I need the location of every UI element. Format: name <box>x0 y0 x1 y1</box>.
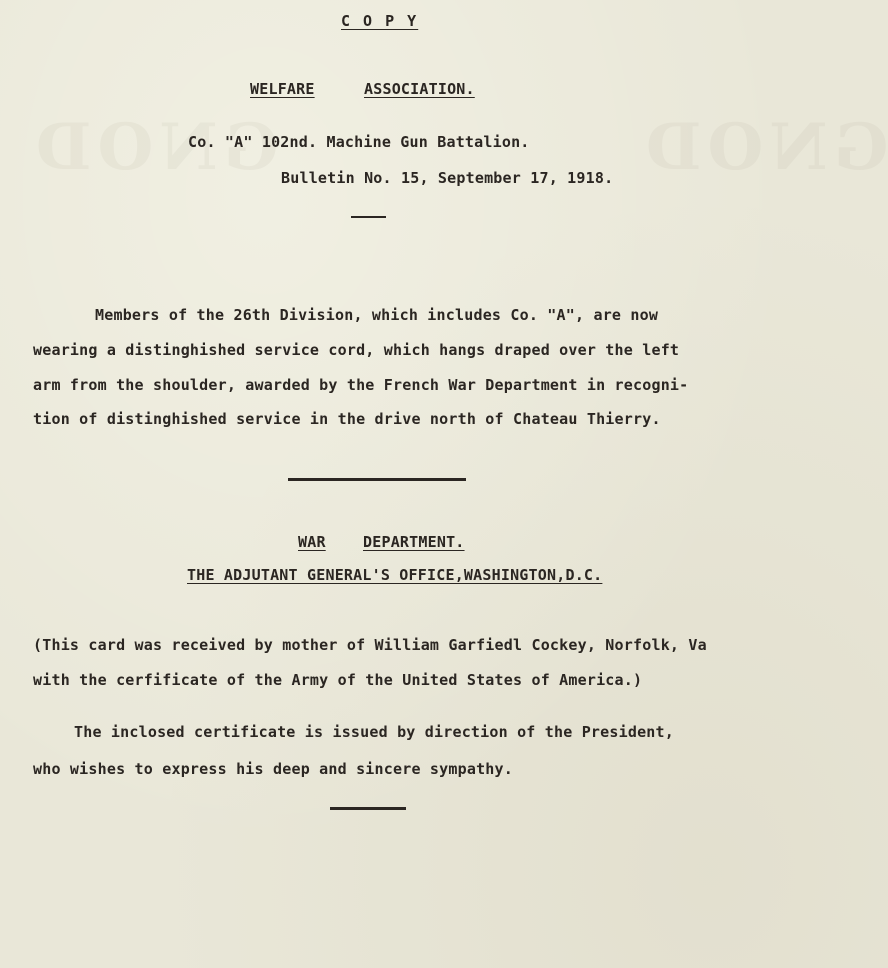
paragraph1-line1: Members of the 26th Division, which includes Co. "A", are now <box>95 306 659 324</box>
bulletin-line: Bulletin No. 15, September 17, 1918. <box>281 169 614 187</box>
short-divider-top <box>351 216 386 218</box>
paragraph1-line2: wearing a distinghished service cord, which hangs draped over the left <box>33 341 680 359</box>
paragraph2-line1: (This card was received by mother of William Garfiedl Cockey, Norfolk, Va <box>33 636 707 654</box>
watermark-left: GNOD <box>30 110 279 185</box>
association-title-welfare: WELFARE <box>250 80 315 98</box>
war-department-department: DEPARTMENT. <box>363 533 465 551</box>
paragraph1-line3: arm from the shoulder, awarded by the French War Department in recogni- <box>33 376 689 394</box>
company-line: Co. "A" 102nd. Machine Gun Battalion. <box>188 133 530 151</box>
paragraph1-line4: tion of distinghished service in the drive north of Chateau Thierry. <box>33 410 661 428</box>
short-divider-bottom <box>330 807 406 810</box>
association-title-association: ASSOCIATION. <box>364 80 475 98</box>
long-divider <box>288 478 466 481</box>
watermark-right: GNOD <box>640 110 888 185</box>
paragraph3-line2: who wishes to express his deep and sincere sympathy. <box>33 760 513 778</box>
copy-heading: C O P Y <box>341 12 419 30</box>
paragraph3-line1: The inclosed certificate is issued by direction of the President, <box>74 723 674 741</box>
war-department-war: WAR <box>298 533 326 551</box>
paragraph2-line2: with the cerfificate of the Army of the United States of America.) <box>33 671 643 689</box>
adjutant-general-office: THE ADJUTANT GENERAL'S OFFICE,WASHINGTON,D.C. <box>187 566 603 584</box>
